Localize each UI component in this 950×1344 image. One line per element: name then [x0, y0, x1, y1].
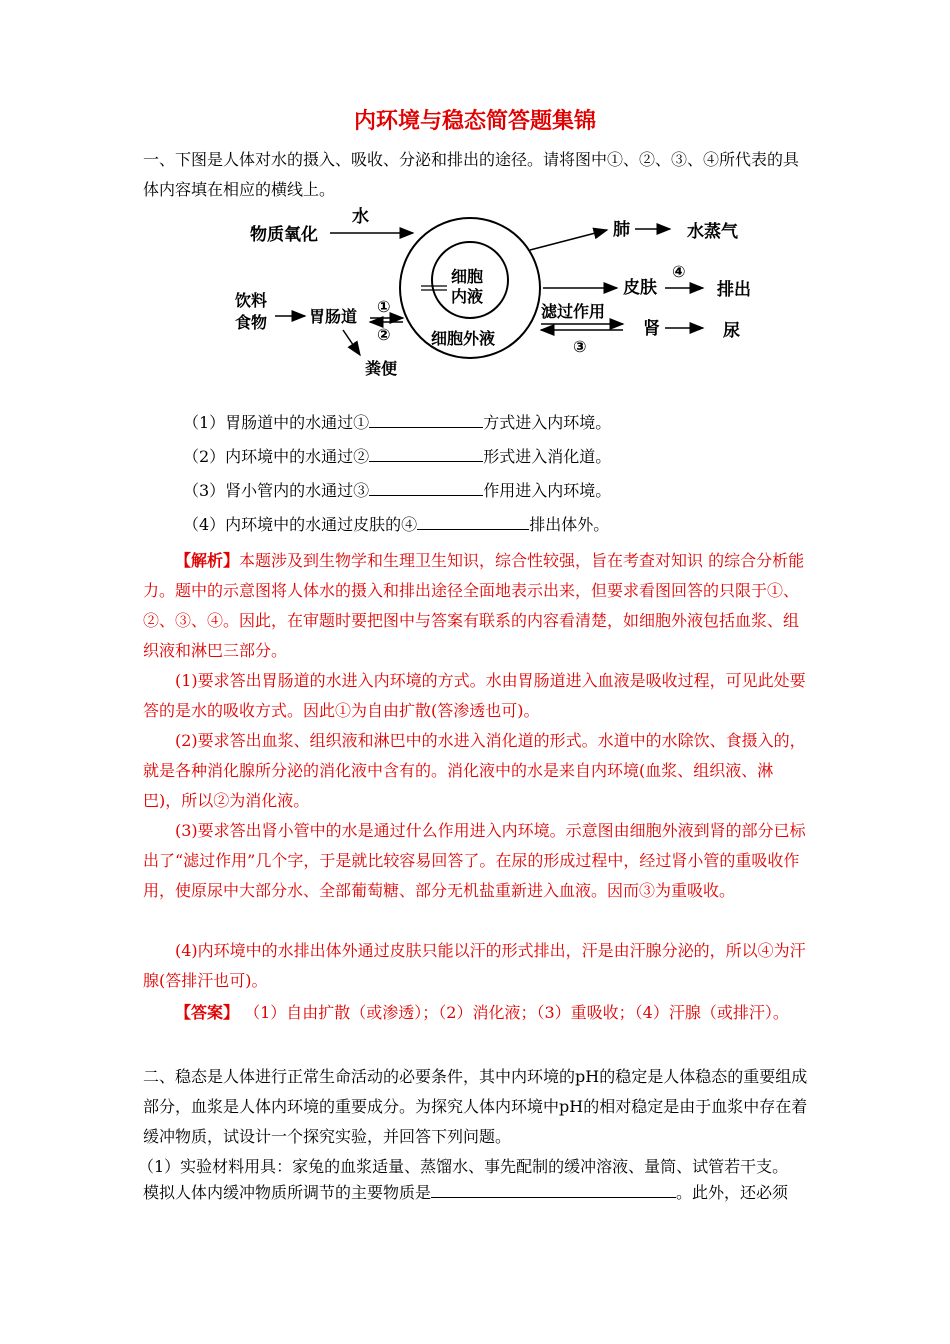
label-intracellular-2: 内液	[451, 287, 484, 306]
analysis-4: (4)内环境中的水排出体外通过皮肤只能以汗的形式排出，汗是由汗腺分泌的，所以④为汗腺(答排汗也可)。	[143, 941, 806, 990]
question-1-item-2: （2）内环境中的水通过② 形式进入消化道。	[183, 447, 612, 466]
analysis-2: (2)要求答出血浆、组织液和淋巴中的水进入消化道的形式。水道中的水除饮、食摄入的，就是各种消化腺所分泌的消化液中含有的。消化液中的水是来自内环境(血浆、组织液、淋 巴)，所以②为消化液。	[143, 731, 806, 810]
label-vapor: 水蒸气	[687, 222, 738, 242]
water-pathway-diagram	[225, 200, 765, 390]
label-food: 食物	[235, 313, 268, 332]
label-kidney: 肾	[643, 319, 660, 339]
label-filtration: 滤过作用	[541, 302, 606, 321]
question-1-stem: 一、下图是人体对水的摄入、吸收、分泌和排出的途径。请将图中①、②、③、④所代表的具体内容填在相应的横线上。	[143, 150, 800, 199]
answer-blank-5[interactable]	[431, 1181, 676, 1198]
question-2-materials: （1）实验材料用具：家兔的血浆适量、蒸馏水、事先配制的缓冲溶液、量筒、试管若干支。	[138, 1157, 789, 1176]
label-gut: 胃肠道	[309, 307, 358, 326]
label-oxidation: 物质氧化	[250, 225, 318, 245]
label-urine: 尿	[723, 321, 740, 341]
answer-block: 【答案】 （1）自由扩散（或渗透）；（2）消化液；（3）重吸收；（4）汗腺（或排汗）。	[175, 1003, 789, 1022]
label-intracellular-1: 细胞	[451, 267, 484, 286]
label-skin: 皮肤	[623, 278, 657, 298]
label-extracellular: 细胞外液	[431, 329, 496, 348]
question-2-last-line: 模拟人体内缓冲物质所调节的主要物质是 。此外，还必须	[143, 1183, 789, 1202]
answer-blank-2[interactable]	[369, 445, 483, 462]
marker-2: ②	[377, 325, 391, 344]
marker-1: ①	[377, 297, 391, 316]
label-feces: 粪便	[365, 359, 398, 378]
question-1-item-3: （3）肾小管内的水通过③ 作用进入内环境。	[183, 481, 612, 500]
answer-blank-3[interactable]	[369, 479, 483, 496]
analysis-1: (1)要求答出胃肠道的水进入内环境的方式。水由胃肠道进入血液是吸收过程，可见此处要答的是水的吸收方式。因此①为自由扩散(答渗透也可)。	[143, 671, 806, 720]
analysis-3: (3)要求答出肾小管中的水是通过什么作用进入内环境。示意图由细胞外液到肾的部分已标出了“滤过作用”几个字，于是就比较容易回答了。在尿的形成过程中，经过肾小管的重吸收作用，使原尿中大部分水、全部葡萄糖、部分无机盐重新进入血液。因而③为重吸收。	[143, 821, 806, 900]
page-title: 内环境与稳态简答题集锦	[353, 109, 596, 134]
analysis-intro: 【解析】本题涉及到生物学和生理卫生知识，综合性较强，旨在考查对知识 的综合分析能力。题中的示意图将人体水的摄入和排出途径全面地表示出来，但要求看图回答的只限于①、②、③、④。因此，在审题时要把图中与答案有联系的内容看清楚，如细胞外液包括血浆、组织液和淋巴三部分。	[143, 551, 805, 660]
label-drink: 饮料	[235, 291, 268, 310]
marker-3: ③	[573, 337, 587, 356]
question-1-item-4: （4）内环境中的水通过皮肤的④ 排出体外。	[183, 515, 610, 534]
label-excrete: 排出	[717, 280, 751, 300]
marker-4: ④	[672, 262, 686, 281]
label-lung: 肺	[613, 220, 630, 240]
answer-blank-1[interactable]	[369, 411, 483, 428]
question-1-item-1: （1）胃肠道中的水通过① 方式进入内环境。	[183, 413, 612, 432]
label-water: 水	[352, 207, 369, 227]
question-2-stem: 二、稳态是人体进行正常生命活动的必要条件，其中内环境的pH的稳定是人体稳态的重要组成部分，血浆是人体内环境的重要成分。为探究人体内环境中pH的相对稳定是由于血浆中存在着缓冲物质，试设计一个探究实验，并回答下列问题。	[143, 1067, 808, 1146]
answer-blank-4[interactable]	[417, 513, 529, 530]
